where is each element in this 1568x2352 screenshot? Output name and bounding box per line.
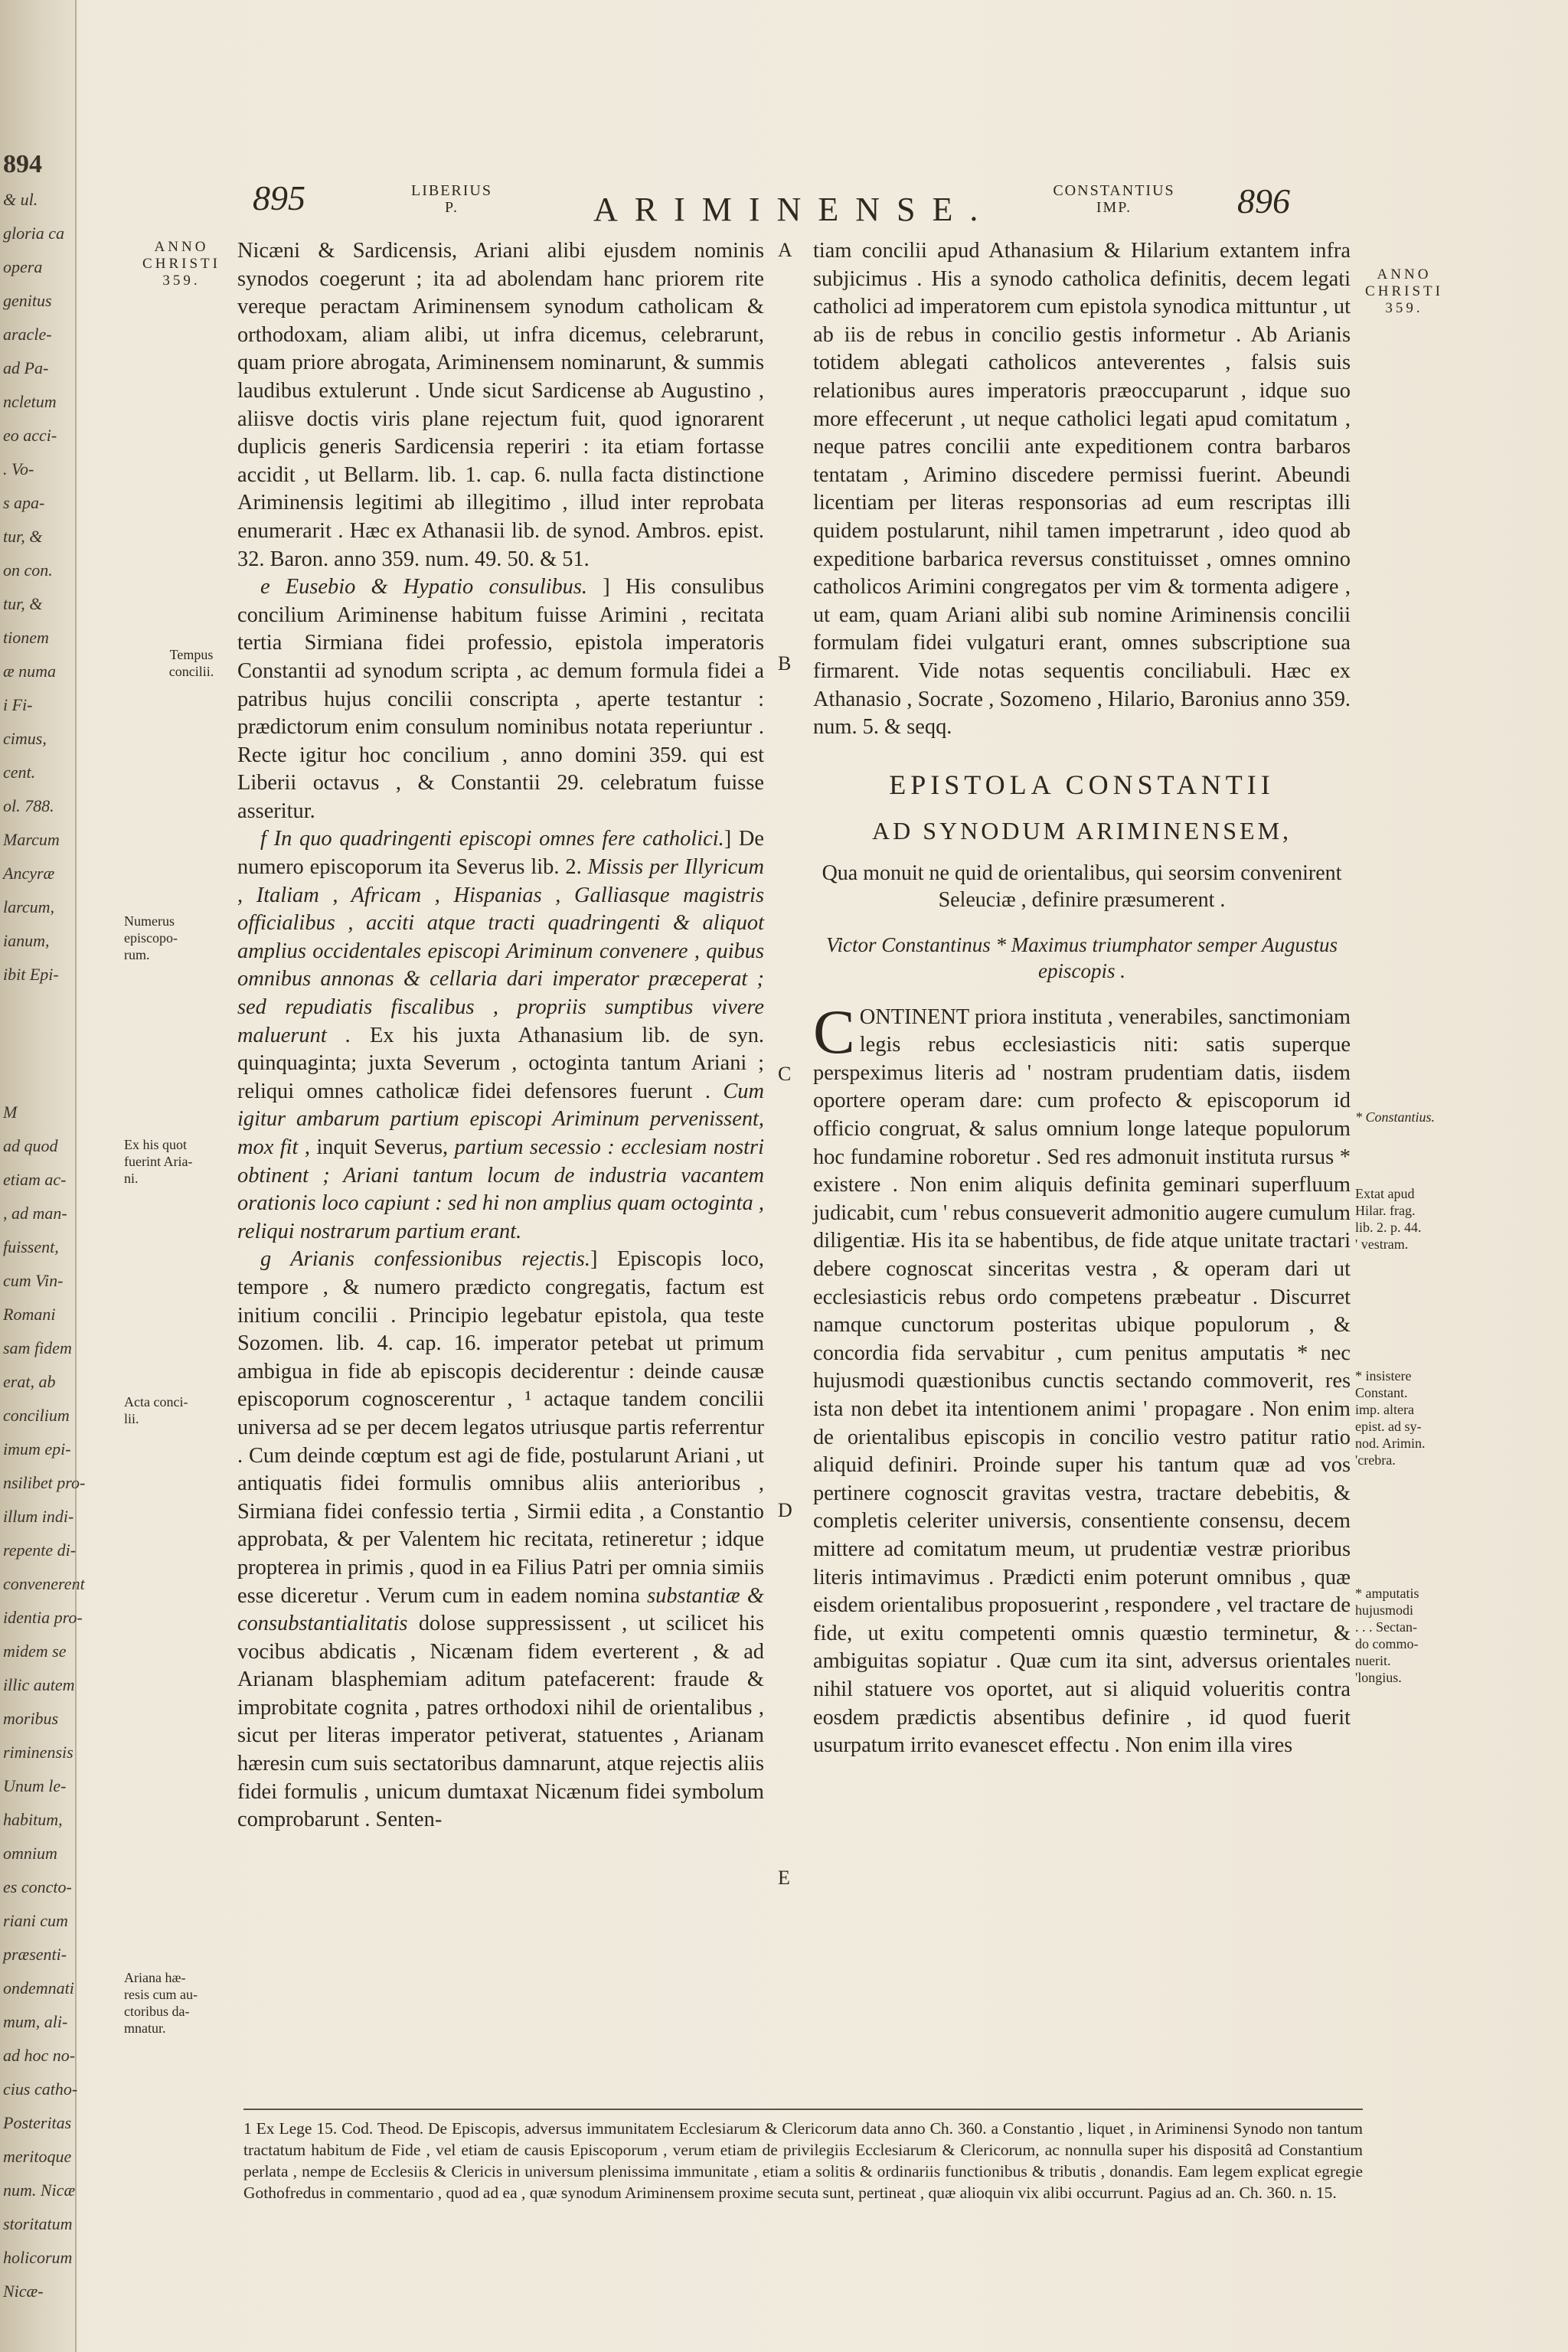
previous-page-fragment: Romani <box>3 1305 56 1324</box>
sidenote-ex-his-quot: Ex his quot fuerint Aria- ni. <box>124 1137 193 1186</box>
previous-page-fragment: moribus <box>3 1709 59 1728</box>
epistle-title: EPISTOLA CONSTANTII <box>889 769 1275 800</box>
previous-page-fragment: opera <box>3 257 43 276</box>
previous-page-fragment: nsilibet pro- <box>3 1473 86 1492</box>
previous-page-fragment: Marcum <box>3 830 60 849</box>
epistle-subtitle: AD SYNODUM ARIMINENSEM, <box>871 816 1292 844</box>
previous-page-fragment: identia pro- <box>3 1608 83 1627</box>
previous-page-fragment: ol. 788. <box>3 796 54 815</box>
lemma-f: f In quo quadringenti episcopi omnes fere catholici. <box>260 827 724 851</box>
epistle-description: Qua monuit ne quid de orientalibus, qui seorsim convenirent Seleuciæ , definire præsumerent . <box>822 861 1342 912</box>
sidenote-numerus-episcoporum: Numerus episcopo- rum. <box>124 913 178 962</box>
running-title: ARIMINENSE. <box>593 191 995 228</box>
section-letter-b: B <box>778 652 792 675</box>
previous-page-fragment: ad hoc no- <box>3 2046 76 2065</box>
previous-page-fragment: tur, & <box>3 594 43 613</box>
previous-page-fragment: ad Pa- <box>3 358 49 377</box>
quote-severus-3: partium secessio : ecclesiam nostri obtinent ; Ariani tantum locum de industria vacantem orationis loco capiunt : sed hi non amplius quam octoginta , reliqui nostrarum partium erant. <box>237 1135 764 1243</box>
section-letter-c: C <box>778 1063 792 1085</box>
previous-page-fragment: cius catho- <box>3 2079 78 2099</box>
note-g-arian-confessions: g Arianis confessionibus rejectis.] Episcopis loco, tempore , & numero prædicto congregatis, factum est initium concilii . Principio legebatur epistola, qua teste Sozomen. lib. 4. cap. 16. imperator petebat ut primum ambigua in fide ab episcopis deciderentur : deinde causæ episcoporum cognoscerentur , ¹ actaque tandem concilii universa ad se per decem legatos utriusque partis referrentur . Cum deinde cœptum est agi de fide, postularunt Ariani , ut antiquatis fidei formulis omnibus aliis anterioribus , Sirmiana fidei confessio tertia , Sirmii edita , a Constantio approbata, & per Valentem hic recitata, retineretur ; idque propterea in primis , quod in ea Filius Patri per omnia simiis esse diceretur . Verum cum in eadem nomina substantiæ & consubstantialitatis dolose suppressissent , ut scilicet his vocibus abdicatis , Nicænam fidem everterent , & ad Arianam blasphemiam aditum patefacerent: fraude & improbitate cognita , patres orthodoxi nihil de orientalibus , sicut per literas imperator petiverat, statuentes , Arianam hæresin cum suis sectatoribus damnarunt, atque rejectis aliis fidei formulis , unicum dumtaxat Nicænum fidei symbolum comprobarunt . Senten- <box>237 1247 765 1832</box>
sidenote-acta-concilii: Acta conci- lii. <box>124 1394 188 1426</box>
previous-page-fragment: M <box>3 1102 18 1122</box>
previous-page-fragment: meritoque <box>3 2147 72 2166</box>
sidenote-amputatis: * amputatis hujusmodi . . . Sectan- do commo- nuerit. 'longius. <box>1355 1586 1419 1685</box>
previous-page-fragment: midem se <box>3 1642 67 1661</box>
previous-page-fragment: repente di- <box>3 1540 77 1560</box>
previous-page-fragment: larcum, <box>3 897 55 916</box>
previous-page-fragment: cimus, <box>3 729 47 748</box>
section-letter-d: D <box>778 1499 792 1521</box>
previous-page-fragment: concilium <box>3 1406 70 1425</box>
sidenote-constantius: * Constantius. <box>1355 1109 1436 1125</box>
previous-page-fragment: Nicæ- <box>3 2282 44 2301</box>
previous-page-fragment: ianum, <box>3 931 50 950</box>
quote-severus-1: Missis per Illyricum , Italiam , Africam , Hispanias , Galliasque magistris officialibus , acciti atque tracti quadringenti & aliquot amplius occidentales episcopi Ariminum convenere , quibus omnibus annonas & cellaria dari imperator præceperat ; sed repudiatis fiscalibus , propriis sumptibus vivere maluerunt . <box>237 855 764 1047</box>
previous-page-fragment: storitatum <box>3 2214 73 2233</box>
previous-page-fragment: riani cum <box>3 1911 68 1930</box>
sidenote-tempus-concilii: Tempus concilii. <box>168 647 214 679</box>
previous-page-edge <box>0 0 86 2352</box>
previous-page-fragment: fuissent, <box>3 1237 59 1256</box>
previous-page-fragment: Unum le- <box>3 1776 67 1795</box>
section-letter-a: A <box>778 239 792 261</box>
lemma-e: e Eusebio & Hypatio consulibus. <box>260 575 588 599</box>
page-number-left: 895 <box>253 178 305 217</box>
previous-page-fragment: i Fi- <box>3 695 33 714</box>
note-e-consuls: e Eusebio & Hypatio consulibus. ] His consulibus concilium Ariminense habitum fuisse Arimini , recitata tertia Sirmiana fidei professio, epistola imperatoris Constantii ad synodum scripta , ac demum formula fidei a patribus hujus concilii conscripta , aperte testantur : prædictorum enim consulum nominibus notata reperiuntur . Recte igitur hoc concilium , anno domini 359. qui est Liberii octavus , & Constantii 29. celebratum fuisse asseritur. <box>237 575 764 823</box>
sidenote-ariana-haeresis: Ariana hæ- resis cum au- ctoribus da- mnatur. <box>124 1970 198 2036</box>
previous-page-fragment: genitus <box>3 291 52 310</box>
footnote-rule <box>243 2109 1363 2110</box>
previous-page-fragment: omnium <box>3 1844 57 1863</box>
previous-page-fragment: riminensis <box>3 1743 74 1762</box>
note-f-bishops: f In quo quadringenti episcopi omnes fere catholici.] De numero episcoporum ita Severus lib. 2. Missis per Illyricum , Italiam , Africam , Hispanias , Galliasque magistris officialibus , acciti atque tracti quadringenti & aliquot amplius occidentales episcopi Ariminum convenere , quibus omnibus annonas & cellaria dari imperator præceperat ; sed repudiatis fiscalibus , propriis sumptibus vivere maluerunt . Ex his juxta Athanasium lib. de syn. quinquaginta; juxta Severum , octoginta tantum Ariani ; reliqui omnes catholicæ fidei defensores fuerunt . Cum igitur ambarum partium episcopi Ariminum pervenissent, mox fit , inquit Severus, partium secessio : ecclesiam nostri obtinent ; Ariani tantum locum de industria vacantem orationis loco capiunt : sed hi non amplius quam octoginta , reliqui nostrarum partium erant. <box>237 827 765 1243</box>
previous-page-fragment: habitum, <box>3 1810 63 1829</box>
quote-severus-2: Cum igitur ambarum partium episcopi Ariminum pervenissent, mox fit , <box>237 1079 764 1159</box>
previous-page-fragment: imum epi- <box>3 1439 71 1459</box>
epistle-body: CONTINENT priora instituta , venerabiles, sanctimoniam legis rebus ecclesiasticis niti: satis superque perspeximus literis ad ' nostram prudentiam datis, iisdem oportere operam dare: cum profecto & episcoporum id officio congruat, & salus omnium longe lateque populorum hoc fundamine roboretur . Sed res admonuit instituta rursus * existere . Non enim aliquis definita geminari superfluum judicabit, cum ' rebus consueverit admonitio augere cumulum diligentiæ. His ita se habentibus, de fide atque unitate tractari debere cognoscat sinceritas vestra , & operam dari ut ecclesiasticis rebus ordo competens præbeatur . Discurret namque cunctorum posteritas ubique populorum , & concordia fida servabitur , cum penitus amputatis * nec hujusmodi quæstionibus cunctis sectando commoverit, res ista non debet ita intentionem animi ' propagare . Non enim de orientalibus episcopis in concilio vestro patitur ratio aliquid definiri. Proinde super his tantum quæ ad vos pertinere cognoscit gravitas vestra, tractare debebitis, & completis celeriter universis, consentiente consensu, decem mittere ad comitatum meum, ut prudentiæ vestræ prioribus literis intimavimus . Prædicti enim poterunt omnibus , quæ eisdem orientalibus proposuerint , respondere , vel tractare de fide, ut exitu competenti omnis quæstio terminetur, & ambiguitas sopiatur . Quæ cum ita sint, adversus orientales nihil statuere vos oportet, aut si aliquid volueritis contra eosdem prædictis absentibus definire , id quod fuerit usurpatum irrito evanescet effectu . Non enim illa vires <box>813 996 1351 1758</box>
previous-page-fragment: gloria ca <box>3 224 65 243</box>
previous-page-fragment: tionem <box>3 628 49 647</box>
previous-page-fragment: num. Nicæ <box>3 2180 76 2200</box>
lemma-g: g Arianis confessionibus rejectis. <box>260 1247 590 1272</box>
footnote: 1 Ex Lege 15. Cod. Theod. De Episcopis, adversus immunitatem Ecclesiarum & Clericorum data anno Ch. 360. a Constantio , liquet , in Ariminensi Synodo non tantum tractatum habitum de Fide , vel etiam de causis Episcoporum , verum etiam de privilegiis Ecclesiarum & Clericorum, ac nonnulla super his dispositâ ad Constantium perlata , nempe de Ecclesiis & Clericis in universum plenissima immunitate , etiam a solitis & ordinariis functionibus & tributis , donandis. Eam legem explicat egregie Gothofredus in commentario , quod ad ea , quæ synodum Ariminensem proxime secuta sunt, pertineat , quæ alioquin vix alibi occurrunt. Pagius ad an. Ch. 360. n. 15. <box>243 2119 1363 2202</box>
running-head-right: CONSTANTIUS IMP. <box>1053 182 1175 216</box>
previous-page-fragment: es concto- <box>3 1877 72 1896</box>
running-head-left: LIBERIUS P. <box>411 182 492 216</box>
previous-page-fragment: cum Vin- <box>3 1271 64 1290</box>
previous-page-fragment: cent. <box>3 763 36 782</box>
sidenote-extat-apud: Extat apud Hilar. frag. lib. 2. p. 44. ' vestram. <box>1355 1186 1422 1252</box>
previous-page-fragment: præsenti- <box>3 1945 67 1964</box>
left-text-column <box>237 237 764 1834</box>
previous-page-fragment: & ul. <box>3 190 38 209</box>
previous-page-fragment: illum indi- <box>3 1507 74 1526</box>
previous-page-fragment: convenerent <box>3 1574 85 1593</box>
previous-page-fragment: erat, ab <box>3 1372 56 1391</box>
previous-page-fragment: sam fidem <box>3 1338 72 1357</box>
paragraph-synod-history: Nicæni & Sardicensis, Ariani alibi ejusdem nominis synodos coegerunt ; ita ad abolendam hanc priorem rite vereque peractam Ariminensem synodum catholicam & orthodoxam, aliam alibi, ut infra dicemus, celebrarunt, quam priore abrogata, Ariminensem nominarunt, & summis laudibus extulerunt . Unde sicut Sardicense ab Augustino , aliisve doctis viris plane rejectum fuit, quod ignorarent duplicis generis Sardicensia reperiri : ita etiam fortasse accidit , ut Bellarm. lib. 1. cap. 6. nulla facta distinctione Ariminensis legitimi ab illegitimo , illud inter reprobata enumerarit . Hæc ex Athanasii lib. de synod. Ambros. epist. 32. Baron. anno 359. num. 49. 50. & 51. <box>237 239 764 571</box>
previous-page-fragment: mum, ali- <box>3 2012 68 2031</box>
previous-page-fragment: ad quod <box>3 1136 58 1155</box>
epistle-address: Victor Constantinus * Maximus triumphator semper Augustus episcopis . <box>825 933 1338 982</box>
previous-page-fragment: tur, & <box>3 527 43 546</box>
previous-page-fragment: æ numa <box>3 662 57 681</box>
previous-page-fragment: etiam ac- <box>3 1170 67 1189</box>
page-number-right: 896 <box>1237 181 1290 220</box>
previous-page-fragment: holicorum <box>3 2248 73 2267</box>
previous-page-fragment: . Vo- <box>3 459 34 479</box>
sidenote-anno-christi-right: ANNO CHRISTI 359. <box>1365 266 1443 316</box>
quote-substantiae: substantiæ & consubstantialitatis <box>237 1583 764 1636</box>
right-text-column <box>813 237 1351 1760</box>
previous-page-number: 894 <box>3 150 42 178</box>
drop-cap: C <box>813 996 855 1067</box>
running-header <box>245 178 1348 243</box>
section-letter-e: E <box>778 1867 790 1889</box>
previous-page-fragment: aracle- <box>3 325 52 344</box>
paragraph-legati: tiam concilii apud Athanasium & Hilarium extantem infra subjicimus . His a synodo catholica definitis, decem legati catholici ad imperatorem cum epistola synodica mittuntur , ut ab iis de rebus in concilio gestis informetur . Ab Arianis totidem ablegati catholicos anteverentes , falsis suis relationibus aures imperatoris præoccuparunt , idque suo more effecerunt , ut neque catholici legati apud comitatum , neque patres concilii ante expeditionem contra barbaros tentatam , Arimino discedere permissi fuerint. Abeundi licentiam per literas responsorias ad eum rescriptas illi quidem postularunt, nihil tamen impetrarunt , ideo quod ab expeditione barbarica reversus constituisset , omnes omnino catholicos Arimini congregatos per vim & tormenta adigere , ut eam, quam Ariani alibi sub nomine Ariminensis concilii formulam fidei vulgaturi erant, omnes subscriptione sua firmarent. Vide notas sequentis conciliabuli. Hæc ex Athanasio , Socrate , Sozomeno , Hilario, Baronius anno 359. num. 5. & seqq. <box>813 239 1351 740</box>
previous-page-fragment: Ancyræ <box>3 864 55 883</box>
previous-page-fragment: , ad man- <box>3 1204 67 1223</box>
previous-page-fragment: ncletum <box>3 392 57 411</box>
previous-page-fragment: ibit Epi- <box>3 965 59 984</box>
previous-page-fragment: Posteritas <box>3 2113 72 2132</box>
previous-page-fragment: illic autem <box>3 1675 75 1694</box>
sidenote-anno-christi-left: ANNO CHRISTI 359. <box>142 239 220 289</box>
sidenote-insistere: * insistere Constant. imp. altera epist. ad sy- nod. Arimin. 'crebra. <box>1355 1368 1426 1468</box>
previous-page-fragment: s apa- <box>3 493 45 512</box>
previous-page-fragment: ondemnati <box>3 1978 74 1998</box>
previous-page-fragment: eo acci- <box>3 426 57 445</box>
previous-page-fragment: on con. <box>3 560 53 580</box>
